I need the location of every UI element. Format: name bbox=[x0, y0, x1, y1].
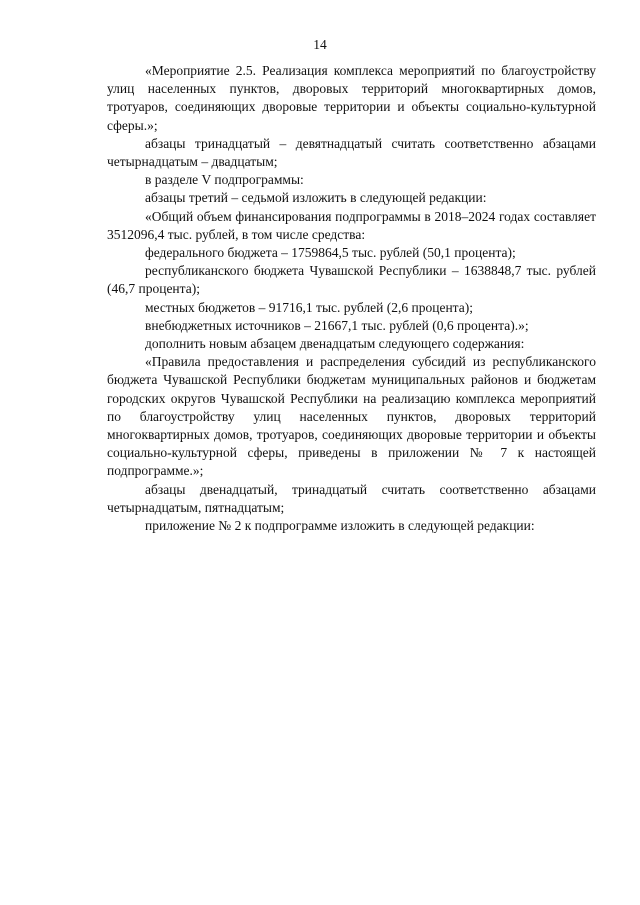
paragraph-paragraphs-3-7: абзацы третий – седьмой изложить в следующей редакции: bbox=[145, 190, 487, 206]
page-number: 14 bbox=[313, 37, 327, 52]
paragraph-renumber-12-13: абзацы двенадцатый, тринадцатый считать соответственно абзацами четырнадцатым, пятнадцатым; bbox=[107, 481, 596, 515]
paragraph-section-v: в разделе V подпрограммы: bbox=[145, 172, 304, 188]
paragraph-renumber-13-19: абзацы тринадцатый – девятнадцатый считать соответственно абзацами четырнадцатым – двадцатым; bbox=[107, 135, 596, 170]
paragraph-add-12th: дополнить новым абзацем двенадцатым следующего содержания: bbox=[145, 336, 525, 352]
paragraph-local-budgets: местных бюджетов – 91716,1 тыс. рублей (2,6 процента); bbox=[145, 299, 473, 315]
paragraph-subsidy-rules: «Правила предоставления и распределения субсидий из республиканского бюджета Чувашской Республики бюджетам муниципальных районов и бюджетам городских округов Чувашской Республики на реализацию комплекса мероприятий по благоустройству улиц населенных пунктов, дворовых территорий многоквартирных домов, тротуаров, соединяющих дворовые территории и объекты социально-культурной сферы, приведены в приложении № 7 к настоящей подпрограмме.»; bbox=[107, 354, 596, 479]
paragraph-total-financing: «Общий объем финансирования подпрограммы в 2018–2024 годах составляет 3512096,4 тыс. рублей, в том числе средства: bbox=[107, 208, 596, 242]
paragraph-federal-budget: федерального бюджета – 1759864,5 тыс. рублей (50,1 процента); bbox=[145, 245, 516, 261]
paragraph-appendix-2: приложение № 2 к подпрограмме изложить в следующей редакции: bbox=[145, 518, 535, 534]
paragraph-extrabudgetary: внебюджетных источников – 21667,1 тыс. рублей (0,6 процента).»; bbox=[145, 317, 529, 333]
paragraph-republican-budget: республиканского бюджета Чувашской Республики – 1638848,7 тыс. рублей (46,7 процента); bbox=[107, 263, 596, 297]
document-body bbox=[107, 62, 596, 535]
paragraph-measure-2-5: «Мероприятие 2.5. Реализация комплекса мероприятий по благоустройству улиц населенных пунктов, дворовых территорий многоквартирных домов, тротуаров, соединяющих дворовые территории и объекты социально-культурной сферы.»; bbox=[107, 63, 596, 133]
